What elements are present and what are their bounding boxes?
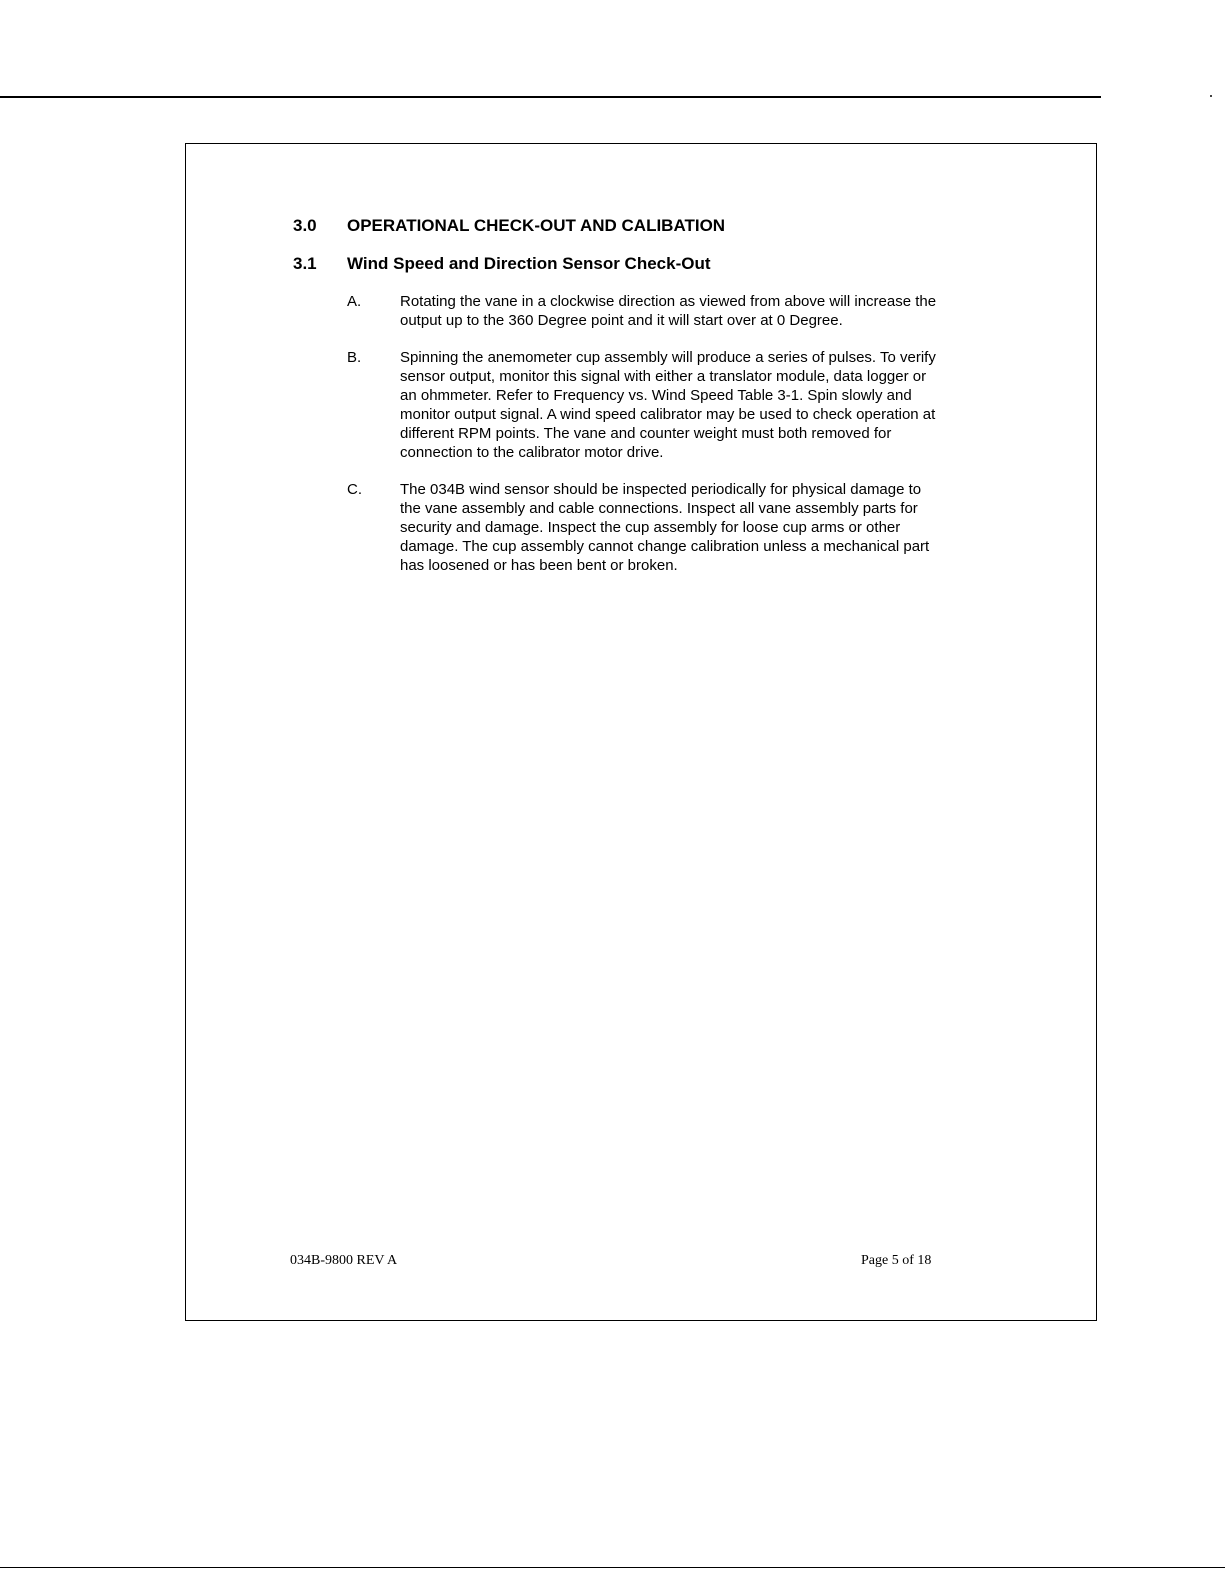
section-title: Wind Speed and Direction Sensor Check-Out [347, 254, 711, 273]
text-line: different RPM points. The vane and counter weight must both removed for [400, 425, 892, 442]
text-line: Rotating the vane in a clockwise direction as viewed from above will increase the [400, 293, 937, 310]
text-line: sensor output, monitor this signal with either a translator module, data logger or [400, 368, 927, 385]
item-letter: C. [347, 481, 362, 498]
text-line: output up to the 360 Degree point and it will start over at 0 Degree. [400, 312, 843, 329]
text-line: security and damage. Inspect the cup assembly for loose cup arms or other [400, 519, 901, 536]
footer-doc-id: 034B-9800 REV A [290, 1253, 398, 1268]
item-text [400, 480, 1000, 575]
text-line: Spinning the anemometer cup assembly will produce a series of pulses. To verify [400, 349, 936, 366]
text-line: an ohmmeter. Refer to Frequency vs. Wind Speed Table 3-1. Spin slowly and [400, 387, 912, 404]
footer-page-number: Page 5 of 18 [861, 1253, 932, 1268]
item-text [400, 348, 1000, 462]
section-title: OPERATIONAL CHECK-OUT AND CALIBATION [347, 216, 726, 235]
corner-mark [1210, 95, 1212, 97]
text-line: damage. The cup assembly cannot change calibration unless a mechanical part [400, 538, 930, 555]
item-letter: B. [347, 349, 362, 366]
text-line: has loosened or has been bent or broken. [400, 557, 678, 574]
section-number: 3.0 [293, 216, 317, 235]
text-line: The 034B wind sensor should be inspected periodically for physical damage to [400, 481, 922, 498]
bottom-rule [0, 1567, 1225, 1568]
item-text [400, 292, 1000, 330]
header-rule [0, 96, 1101, 98]
text-line: connection to the calibrator motor drive. [400, 444, 664, 461]
text-line: monitor output signal. A wind speed calibrator may be used to check operation at [400, 406, 936, 423]
item-letter: A. [347, 293, 362, 310]
section-number: 3.1 [293, 254, 317, 273]
text-line: the vane assembly and cable connections. Inspect all vane assembly parts for [400, 500, 918, 517]
